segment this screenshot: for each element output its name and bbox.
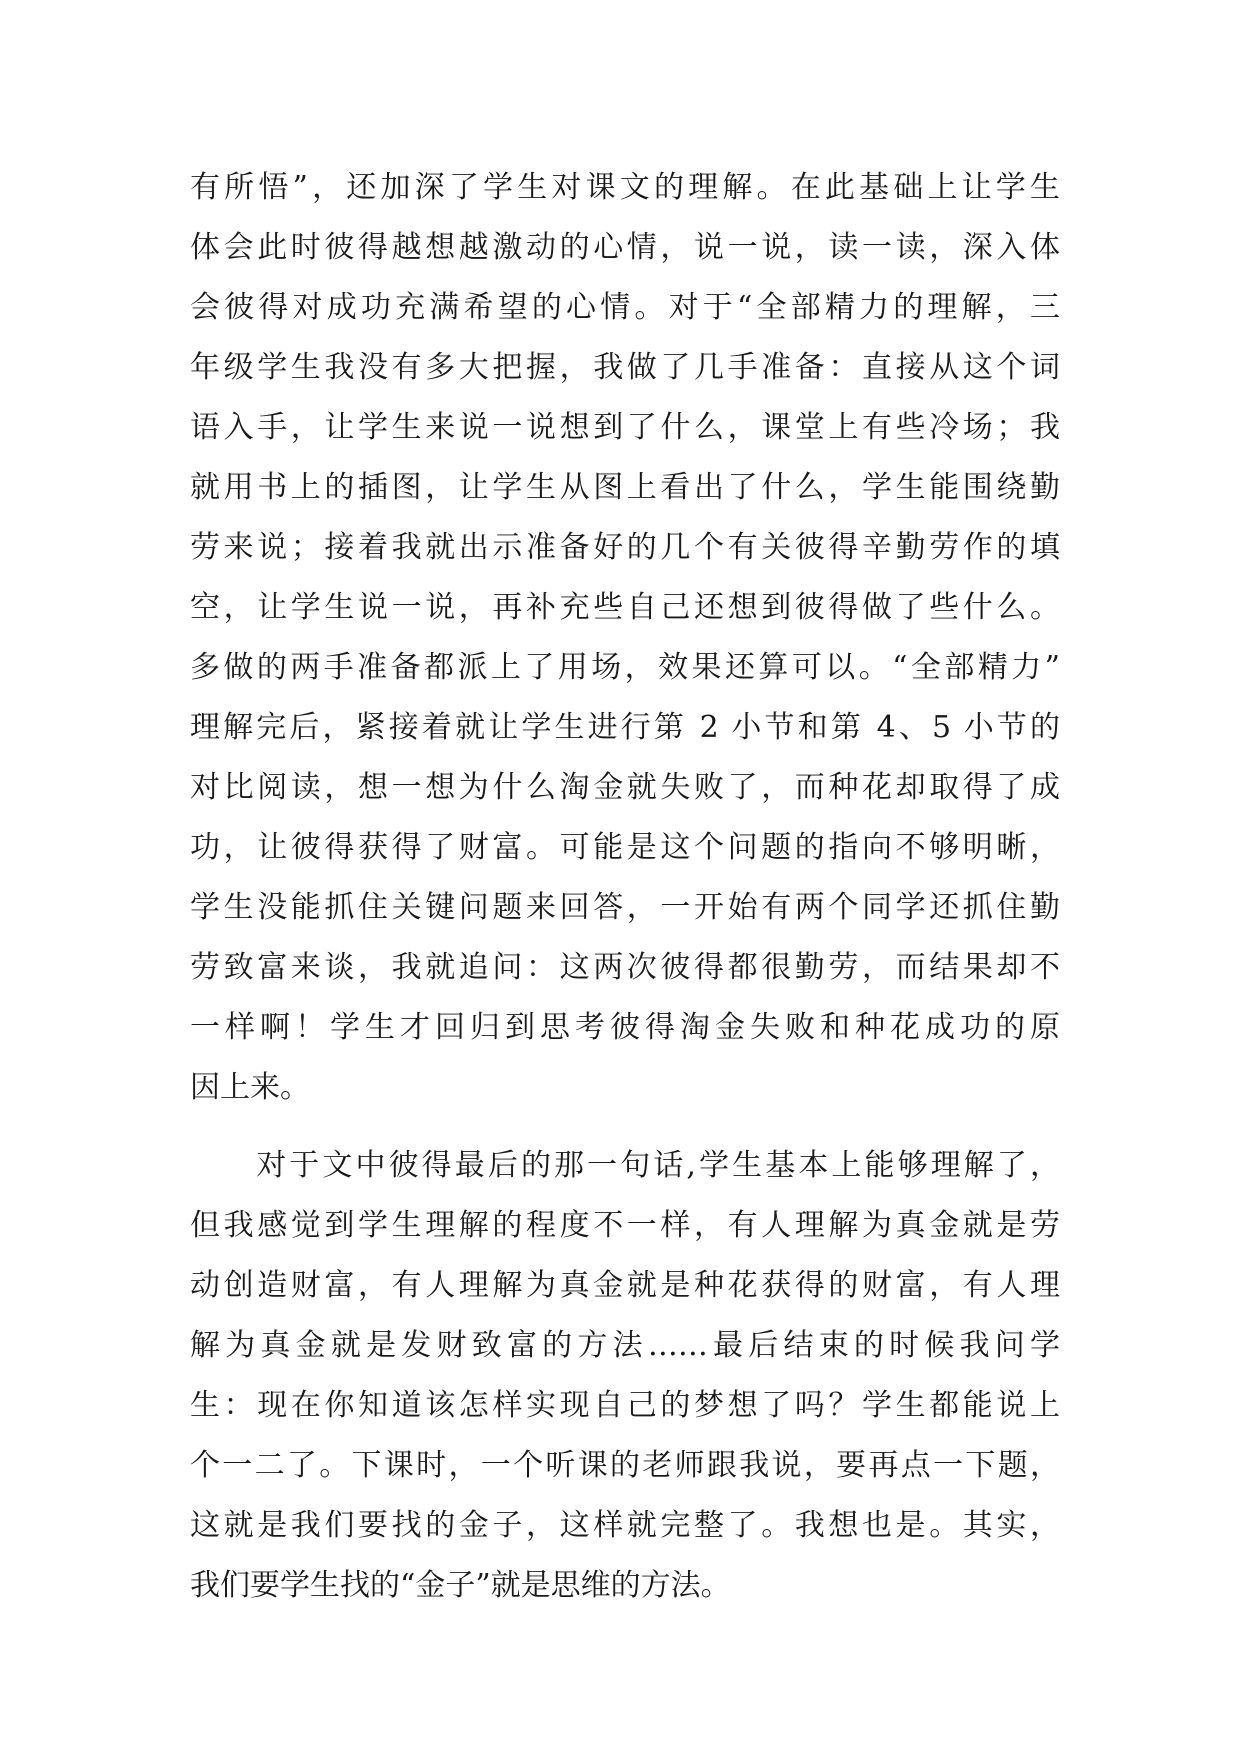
text-line: 体会此时彼得越想越激动的心情，说一说，读一读，深入体 — [190, 230, 1060, 265]
text-line: 但我感觉到学生理解的程度不一样，有人理解为真金就是劳 — [190, 1208, 1060, 1243]
text-line: 有所悟”，还加深了学生对课文的理解。在此基础上让学生 — [190, 170, 1060, 205]
text-line: 对于文中彼得最后的那一句话,学生基本上能够理解了， — [190, 1148, 1060, 1183]
text-line: 我们要学生找的“金子”就是思维的方法。 — [190, 1568, 731, 1603]
text-line: 解为真金就是发财致富的方法……最后结束的时候我问学 — [190, 1328, 1060, 1363]
body-text — [190, 158, 1060, 1616]
text-line: 个一二了。下课时，一个听课的老师跟我说，要再点一下题， — [190, 1448, 1060, 1483]
text-line: 学生没能抓住关键问题来回答，一开始有两个同学还抓住勤 — [190, 890, 1060, 925]
text-line: 动创造财富，有人理解为真金就是种花获得的财富，有人理 — [190, 1268, 1060, 1303]
text-line: 因上来。 — [190, 1070, 310, 1105]
text-line: 就用书上的插图，让学生从图上看出了什么，学生能围绕勤 — [190, 470, 1060, 505]
text-line: 多做的两手准备都派上了用场，效果还算可以。“全部精力” — [190, 650, 1060, 685]
text-line: 功，让彼得获得了财富。可能是这个问题的指向不够明晰， — [190, 830, 1060, 865]
paragraph-2 — [190, 1136, 1060, 1616]
text-line: 空，让学生说一说，再补充些自己还想到彼得做了些什么。 — [190, 590, 1060, 625]
paragraph-1 — [190, 158, 1060, 1118]
text-line: 会彼得对成功充满希望的心情。对于“全部精力的理解，三 — [190, 290, 1060, 325]
paragraph-gap — [190, 1118, 1060, 1136]
text-line: 一样啊！学生才回归到思考彼得淘金失败和种花成功的原 — [190, 1010, 1060, 1045]
text-line: 对比阅读，想一想为什么淘金就失败了，而种花却取得了成 — [190, 770, 1060, 805]
text-line: 年级学生我没有多大把握，我做了几手准备：直接从这个词 — [190, 350, 1060, 385]
text-line: 劳致富来谈，我就追问：这两次彼得都很勤劳，而结果却不 — [190, 950, 1060, 985]
text-line: 劳来说；接着我就出示准备好的几个有关彼得辛勤劳作的填 — [190, 530, 1060, 565]
text-line: 这就是我们要找的金子，这样就完整了。我想也是。其实， — [190, 1508, 1060, 1543]
text-line: 语入手，让学生来说一说想到了什么，课堂上有些冷场；我 — [190, 410, 1060, 445]
text-line: 生：现在你知道该怎样实现自己的梦想了吗？学生都能说上 — [190, 1388, 1060, 1423]
text-line: 理解完后，紧接着就让学生进行第 2 小节和第 4、5 小节的 — [190, 710, 1060, 745]
